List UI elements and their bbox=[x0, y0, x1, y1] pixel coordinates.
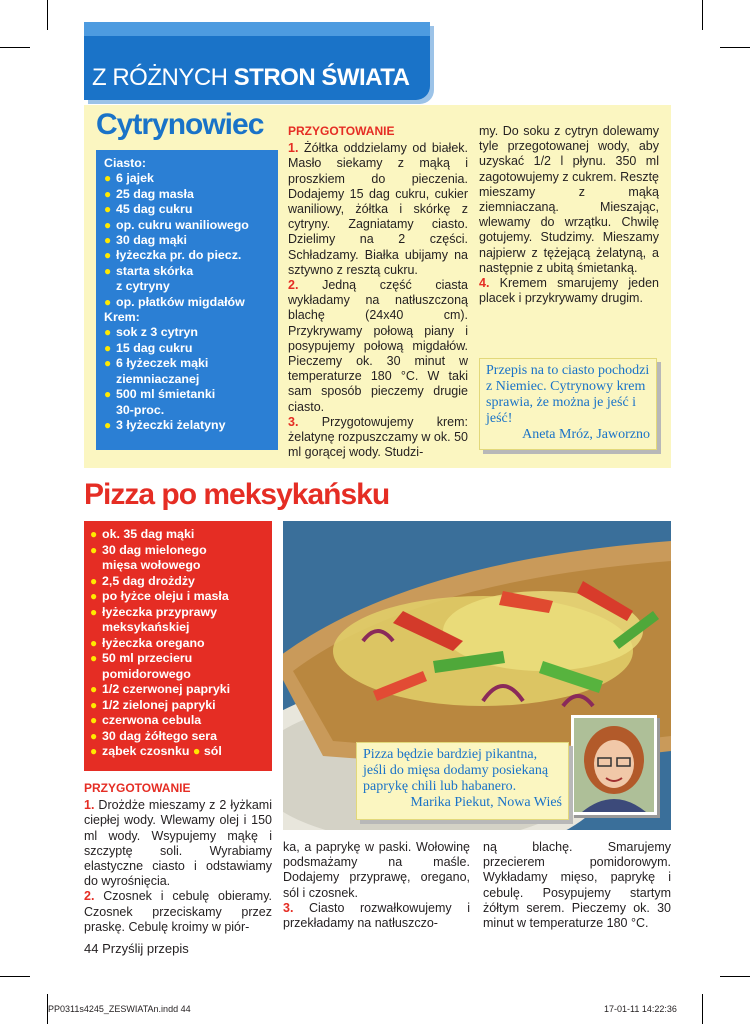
list-item: pomidorowego bbox=[102, 666, 191, 681]
recipe1-column1 bbox=[288, 124, 468, 460]
bullet-icon: ● bbox=[90, 573, 98, 588]
quote-text: Pizza będzie bardziej pikantna, jeśli do mięsa dodamy posiekaną paprykę chili lub habanero. bbox=[363, 747, 549, 794]
list-item: ● ząbek czosnku ● sól bbox=[90, 744, 222, 758]
bullet-icon: ● bbox=[90, 604, 98, 619]
list-item: ● 1/2 zielonej papryki bbox=[90, 697, 216, 712]
list-item: ● starta skórka bbox=[104, 263, 194, 278]
preparation-label: PRZYGOTOWANIE bbox=[84, 781, 191, 795]
portrait-illustration bbox=[574, 718, 654, 812]
list-item: ● op. płatków migdałów bbox=[104, 294, 245, 309]
list-item: ● sok z 3 cytryn bbox=[104, 325, 198, 340]
list-item: ● ok. 35 dag mąki bbox=[90, 527, 195, 541]
step-paragraph: 3. Ciasto rozwałkowujemy i przekładamy na natłuszczo- bbox=[283, 900, 470, 931]
crop-mark bbox=[702, 0, 703, 30]
recipe2-title: Pizza po meksykańsku bbox=[84, 478, 390, 511]
print-slug-time: 17-01-11 14:22:36 bbox=[604, 1004, 677, 1014]
quote-author: Aneta Mróz, Jaworzno bbox=[522, 427, 650, 442]
list-item: ● po łyżce oleju i masła bbox=[90, 589, 229, 603]
bullet-icon: ● bbox=[90, 651, 98, 665]
bullet-icon: ● bbox=[90, 589, 98, 603]
bullet-icon: ● bbox=[104, 171, 112, 186]
list-item: ● 30 dag mielonego bbox=[90, 542, 207, 557]
bullet-icon: ● bbox=[104, 202, 112, 217]
body-paragraph: my. Do soku z cytryn dolewamy tyle przegotowanej wody, aby uzyskać 1/2 l płynu. 350 ml zagotowujemy z cukrem. Resztę mieszamy z mąką ziemniaczaną. Mieszając, wlewamy do wrzątku. Chwilę gotujemy. Studzimy. Mieszamy najpierw z tężejącą żelatyną, a następnie z ubitą śmietanką. bbox=[479, 124, 659, 275]
print-slug-file: PP0311s4245_ZESWIATAn.indd 44 bbox=[48, 1004, 191, 1014]
list-item: z cytryny bbox=[116, 279, 170, 294]
crop-mark bbox=[0, 47, 30, 48]
list-item: ● 500 ml śmietanki bbox=[104, 387, 216, 402]
quote-text: Przepis na to ciasto pochodzi z Niemiec. Cytrynowy krem sprawia, że można je jeść i jeść! bbox=[486, 363, 650, 426]
list-item: ziemniaczanej bbox=[116, 371, 200, 386]
ingredients-list bbox=[104, 171, 270, 433]
banner-strip bbox=[84, 22, 430, 36]
list-item: ● łyżeczka przyprawy bbox=[90, 604, 218, 619]
crop-mark bbox=[702, 994, 703, 1024]
step-paragraph: 3. Przygotowujemy krem: żelatynę rozpuszczamy w ok. 50 ml gorącej wody. Studzi- bbox=[288, 414, 468, 460]
crop-mark bbox=[47, 0, 48, 30]
list-item: ● 3 łyżeczki żelatyny bbox=[104, 417, 226, 432]
list-item: ● 50 ml przecieru bbox=[90, 651, 193, 665]
bullet-icon: ● bbox=[192, 744, 201, 758]
recipe1-column2 bbox=[479, 124, 659, 306]
preparation-label: PRZYGOTOWANIE bbox=[288, 124, 395, 138]
bullet-icon: ● bbox=[90, 728, 98, 743]
list-item: ● łyżeczka oregano bbox=[90, 635, 205, 650]
bullet-icon: ● bbox=[104, 387, 112, 402]
quote-author: Marika Piekut, Nowa Wieś bbox=[410, 795, 562, 810]
recipe1-ingredients bbox=[96, 150, 278, 450]
recipe2-column3 bbox=[483, 840, 671, 931]
body-paragraph: ka, a paprykę w paski. Wołowinę podsmażamy na maśle. Dodajemy przyprawę, oregano, sól i czosnek. bbox=[283, 840, 470, 900]
bullet-icon: ● bbox=[104, 340, 112, 355]
bullet-icon: ● bbox=[104, 356, 112, 371]
author-photo bbox=[571, 715, 657, 815]
list-item: ● 2,5 dag drożdży bbox=[90, 573, 195, 588]
bullet-icon: ● bbox=[104, 294, 112, 309]
ingredients-heading: Ciasto: bbox=[104, 156, 146, 170]
bullet-icon: ● bbox=[104, 263, 112, 278]
list-item: ● op. cukru waniliowego bbox=[104, 217, 249, 232]
bullet-icon: ● bbox=[90, 697, 98, 712]
banner-title bbox=[92, 64, 409, 92]
step-paragraph: 2. Czosnek i cebulę obieramy. Czosnek przeciskamy przez praskę. Cebulę kroimy w piór- bbox=[84, 889, 272, 934]
list-item: ● 15 dag cukru bbox=[104, 340, 193, 355]
list-item: ● 45 dag cukru bbox=[104, 202, 193, 217]
crop-mark bbox=[0, 976, 30, 977]
recipe2-column1 bbox=[84, 781, 272, 935]
recipe1-quote bbox=[479, 358, 657, 450]
list-item: ● 30 dag mąki bbox=[104, 233, 187, 248]
bullet-icon: ● bbox=[104, 186, 112, 201]
list-item: 30-proc. bbox=[116, 402, 165, 417]
bullet-icon: ● bbox=[104, 248, 112, 263]
list-item: ● łyżeczka pr. do piecz. bbox=[104, 248, 242, 263]
bullet-icon: ● bbox=[90, 527, 98, 541]
recipe2-ingredients bbox=[84, 521, 272, 771]
crop-mark bbox=[720, 976, 750, 977]
banner-title-light: Z RÓŻNYCH bbox=[92, 64, 234, 91]
bullet-icon: ● bbox=[104, 217, 112, 232]
cream-heading: Krem: bbox=[104, 310, 140, 325]
list-item: ● 25 dag masła bbox=[104, 186, 194, 201]
step-paragraph: 1. Drożdże mieszamy z 2 łyżkami ciepłej wody. Wlewamy olej i 150 ml wody. Wsypujemy mąkę i szczyptę soli. Wyrabiamy elastyczne ciasto i odstawiamy do wyrośnięcia. bbox=[84, 798, 272, 889]
crop-mark bbox=[720, 47, 750, 48]
list-item: meksykańskiej bbox=[102, 620, 190, 634]
list-item: ● 6 łyżeczek mąki bbox=[104, 356, 209, 371]
bullet-icon: ● bbox=[90, 713, 98, 727]
step-paragraph: 2. Jedną część ciasta wykładamy na natłuszczoną blachę (24x40 cm). Przykrywamy połową piany i posypujemy połową migdałów. Pieczemy ok. 30 minut w temperaturze 180 °C. W taki sam sposób pieczemy drugie ciasto. bbox=[288, 278, 468, 414]
banner-title-bold: STRON ŚWIATA bbox=[233, 64, 410, 91]
bullet-icon: ● bbox=[90, 635, 98, 650]
list-item: mięsa wołowego bbox=[102, 558, 201, 572]
bullet-icon: ● bbox=[90, 744, 98, 758]
list-item: ● 6 jajek bbox=[104, 171, 154, 186]
section-banner bbox=[84, 22, 430, 100]
recipe1-title: Cytrynowiec bbox=[96, 108, 264, 141]
body-paragraph: ną blachę. Smarujemy przecierem pomidorowym. Wykładamy mięso, paprykę i cebulę. Posypujemy startym żółtym serem. Pieczemy ok. 30 minut w temperaturze 180 °C. bbox=[483, 840, 671, 931]
list-item: ● czerwona cebula bbox=[90, 713, 202, 727]
bullet-icon: ● bbox=[90, 682, 98, 696]
bullet-icon: ● bbox=[104, 417, 112, 432]
step-paragraph: 4. Kremem smarujemy jeden placek i przykrywamy drugim. bbox=[479, 276, 659, 306]
page-footer: 44 Przyślij przepis bbox=[84, 941, 189, 956]
recipe2-column2 bbox=[283, 840, 470, 931]
bullet-icon: ● bbox=[90, 542, 98, 557]
step-paragraph: 1. Żółtka oddzielamy od białek. Masło siekamy z mąką i proszkiem do pieczenia. Dodajemy 15 dag cukru, cukier waniliowy, żółtka i skórkę z cytryny. Zagniatamy ciasto. Dzielimy na 2 części. Schładzamy. Białka ubijamy na sztywno z resztą cukru. bbox=[288, 141, 468, 277]
bullet-icon: ● bbox=[104, 325, 112, 340]
list-item: ● 30 dag żółtego sera bbox=[90, 728, 217, 743]
bullet-icon: ● bbox=[104, 233, 112, 248]
recipe2-quote bbox=[356, 742, 569, 820]
list-item: ● 1/2 czerwonej papryki bbox=[90, 682, 231, 696]
ingredients-list bbox=[90, 527, 266, 760]
